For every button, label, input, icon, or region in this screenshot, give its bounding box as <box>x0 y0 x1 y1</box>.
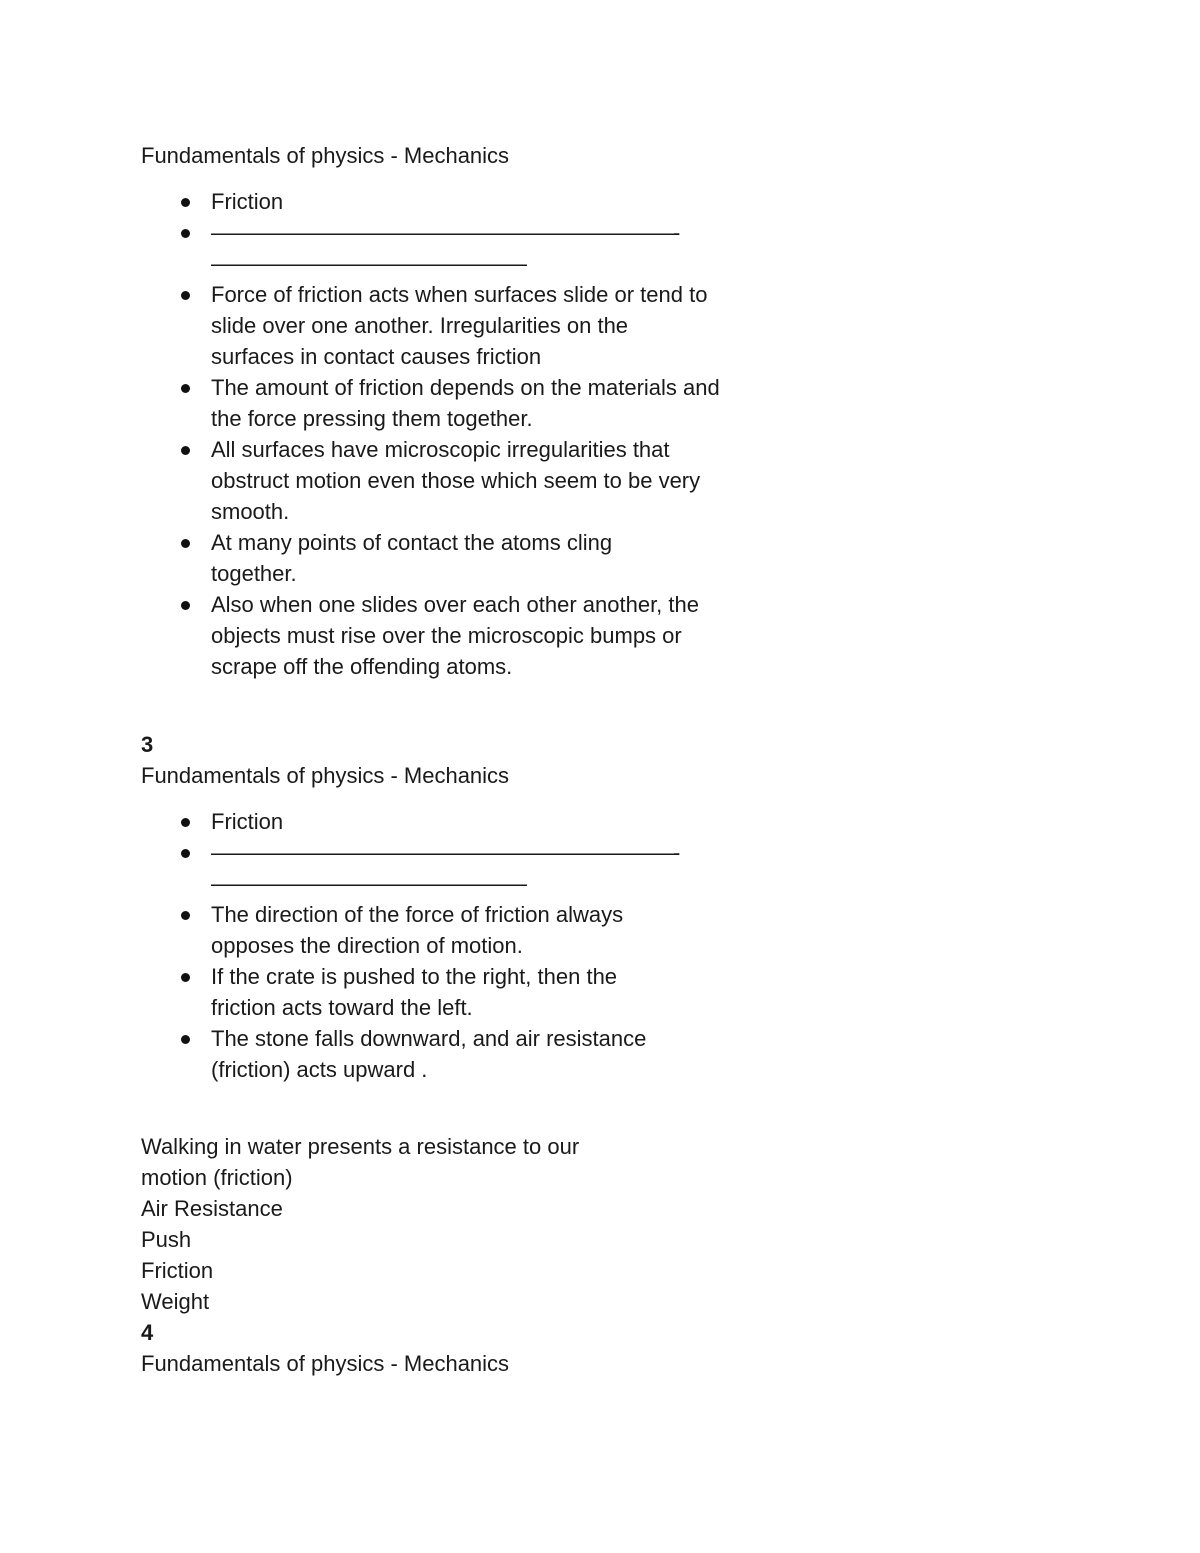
paragraph-line: Friction <box>141 1258 214 1283</box>
paragraph-line: Weight <box>141 1289 210 1314</box>
divider-line: ——————————————————————- <box>211 220 680 245</box>
bullet-item-divider <box>141 217 741 279</box>
paragraph-line: Push <box>141 1227 192 1252</box>
bullet-item-divider <box>141 837 741 899</box>
bullet-item: At many points of contact the atoms cling together. <box>141 527 651 589</box>
divider-line: ——————————————— <box>211 871 526 896</box>
bullet-item: The direction of the force of friction always opposes the direction of motion. <box>141 899 671 961</box>
paragraph-line: motion (friction) <box>141 1165 293 1190</box>
bullet-item: The amount of friction depends on the materials and the force pressing them together. <box>141 372 721 434</box>
bullet-item: Friction <box>141 186 741 217</box>
bullet-item: Also when one slides over each other another, the objects must rise over the microscopic bumps or scrape off the offending atoms. <box>141 589 741 682</box>
bullet-item: Friction <box>141 806 741 837</box>
page-number: 3 <box>141 732 154 757</box>
paragraph <box>141 1131 761 1317</box>
divider-line: ——————————————— <box>211 251 526 276</box>
bullet-list <box>141 186 761 682</box>
bullet-item: The stone falls downward, and air resistance (friction) acts upward . <box>141 1023 691 1085</box>
bullet-list <box>141 806 761 1085</box>
paragraph-line: Air Resistance <box>141 1196 283 1221</box>
document-page <box>141 140 761 1379</box>
bullet-item: If the crate is pushed to the right, then the friction acts toward the left. <box>141 961 671 1023</box>
page-number: 4 <box>141 1320 154 1345</box>
bullet-item: All surfaces have microscopic irregularities that obstruct motion even those which seem to be very smooth. <box>141 434 746 527</box>
paragraph-line: Walking in water presents a resistance to our <box>141 1134 580 1159</box>
divider-line: ——————————————————————- <box>211 840 680 865</box>
section-title: Fundamentals of physics - Mechanics <box>141 763 510 788</box>
section-title: Fundamentals of physics - Mechanics <box>141 143 510 168</box>
bullet-item: Force of friction acts when surfaces slide or tend to slide over one another. Irregularities on the surfaces in contact causes friction <box>141 279 711 372</box>
section-title: Fundamentals of physics - Mechanics <box>141 1351 510 1376</box>
